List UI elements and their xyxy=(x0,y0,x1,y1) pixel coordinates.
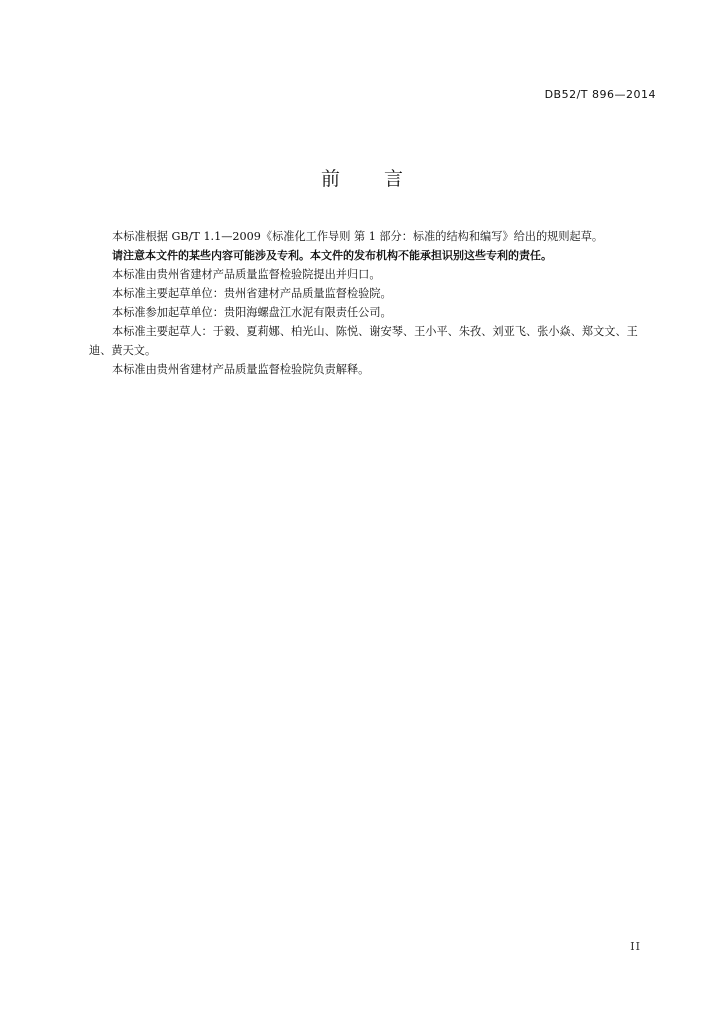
foreword-body xyxy=(89,227,657,379)
title-char-1: 前 xyxy=(320,168,340,190)
paragraph-participating-unit: 本标准参加起草单位：贵阳海螺盘江水泥有限责任公司。 xyxy=(112,306,392,319)
paragraph-main-drafter-unit: 本标准主要起草单位：贵州省建材产品质量监督检验院。 xyxy=(112,287,392,300)
title-char-2: 言 xyxy=(384,168,404,190)
page-title xyxy=(0,164,724,191)
paragraph-drafters: 本标准主要起草人：于毅、夏莉娜、柏光山、陈悦、谢安琴、王小平、朱孜、刘亚飞、张小焱、郑文文、王迪、黄天文。 xyxy=(89,325,638,357)
paragraph-proposer: 本标准由贵州省建材产品质量监督检验院提出并归口。 xyxy=(112,268,381,281)
page-number: II xyxy=(630,940,641,953)
paragraph-patent-notice: 请注意本文件的某些内容可能涉及专利。本文件的发布机构不能承担识别这些专利的责任。 xyxy=(112,249,552,262)
document-code: DB52/T 896—2014 xyxy=(544,88,656,101)
paragraph-drafting-rules: 本标准根据 GB/T 1.1—2009《标准化工作导则 第 1 部分：标准的结构和编写》给出的规则起草。 xyxy=(112,230,604,243)
paragraph-interpretation: 本标准由贵州省建材产品质量监督检验院负责解释。 xyxy=(112,363,370,376)
